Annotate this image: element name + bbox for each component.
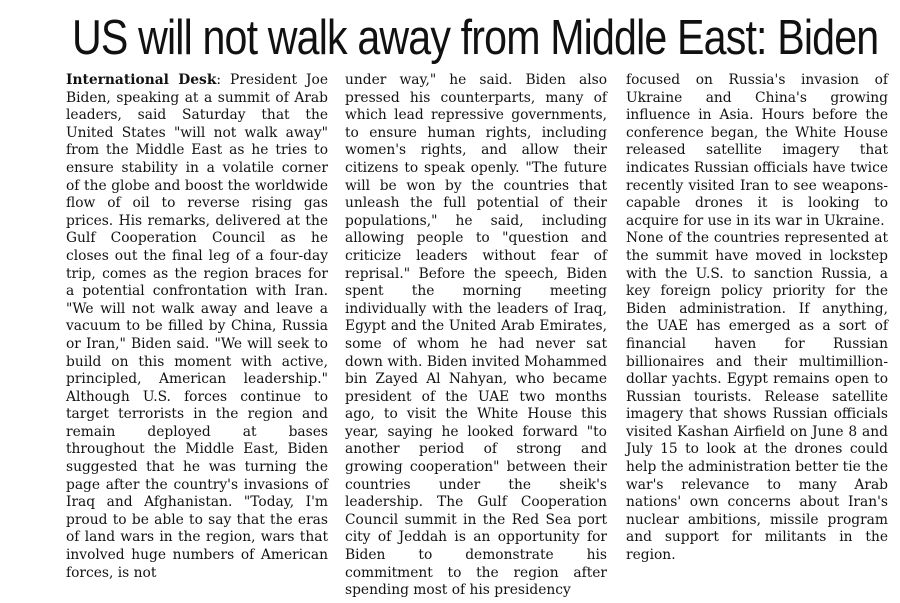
article-column-1 [66,72,328,582]
article-paragraph: focused on Russia's invasion of Ukraine and China's growing influence in Asia. Hours before the conference began, the White House released satellite imagery that indicates Russian officials have twice recently visited Iran to see weapons-capable drones it is looking to acquire for use in its war in Ukraine. [626,72,888,229]
article-paragraph [66,72,328,582]
dateline: International Desk [66,72,217,88]
dateline-separator: : [216,72,222,88]
article-column-2 [345,72,607,600]
article-paragraph: None of the countries represented at the summit have moved in lockstep with the U.S. to sanction Russia, a key foreign policy priority for the Biden administration. If anything, the UAE has emerged as a sort of financial haven for Russian billionaires and their multimillion-dollar yachts. Egypt remains open to Russian tourists. Release satellite imagery that shows Russian officials visited Kashan Airfield on June 8 and July 15 to look at the drones could help the administration better tie the war's relevance to many Arab nations' own concerns about Iran's nuclear ambitions, missile program and support for militants in the region. [626,230,888,564]
paragraph-text: President Joe Biden, speaking at a summit of Arab leaders, said Saturday that the United States "will not walk away" from the Middle East as he tries to ensure stability in a volatile corner of the globe and boost the worldwide flow of oil to reverse rising gas prices. His remarks, delivered at the Gulf Cooperation Council as he closes out the final leg of a four-day trip, comes as the region braces for a potential confrontation with Iran. "We will not walk away and leave a vacuum to be filled by China, Russia or Iran," Biden said. "We will seek to build on this moment with active, principled, American leadership." Although U.S. forces continue to target terrorists in the region and remain deployed at bases throughout the Middle East, Biden suggested that he was turning the page after the country's invasions of Iraq and Afghanistan. "Today, I'm proud to be able to say that the eras of land wars in the region, wars that involved huge numbers of American forces, is not [66,72,328,581]
article-column-3 [626,72,888,565]
headline: US will not walk away from Middle East: Biden [72,11,879,65]
article-paragraph: under way," he said. Biden also pressed his counterparts, many of which lead repressive governments, to ensure human rights, including women's rights, and allow their citizens to speak openly. "The future will be won by the countries that unleash the full potential of their populations," he said, including allowing people to "question and criticize leaders without fear of reprisal." Before the speech, Biden spent the morning meeting individually with the leaders of Iraq, Egypt and the United Arab Emirates, some of whom he had never sat down with. Biden invited Mohammed bin Zayed Al Nahyan, who became president of the UAE two months ago, to visit the White House this year, saying he looked forward "to another period of strong and growing cooperation" between their countries under the sheik's leadership. The Gulf Cooperation Council summit in the Red Sea port city of Jeddah is an opportunity for Biden to demonstrate his commitment to the region after spending most of his presidency [345,72,607,599]
